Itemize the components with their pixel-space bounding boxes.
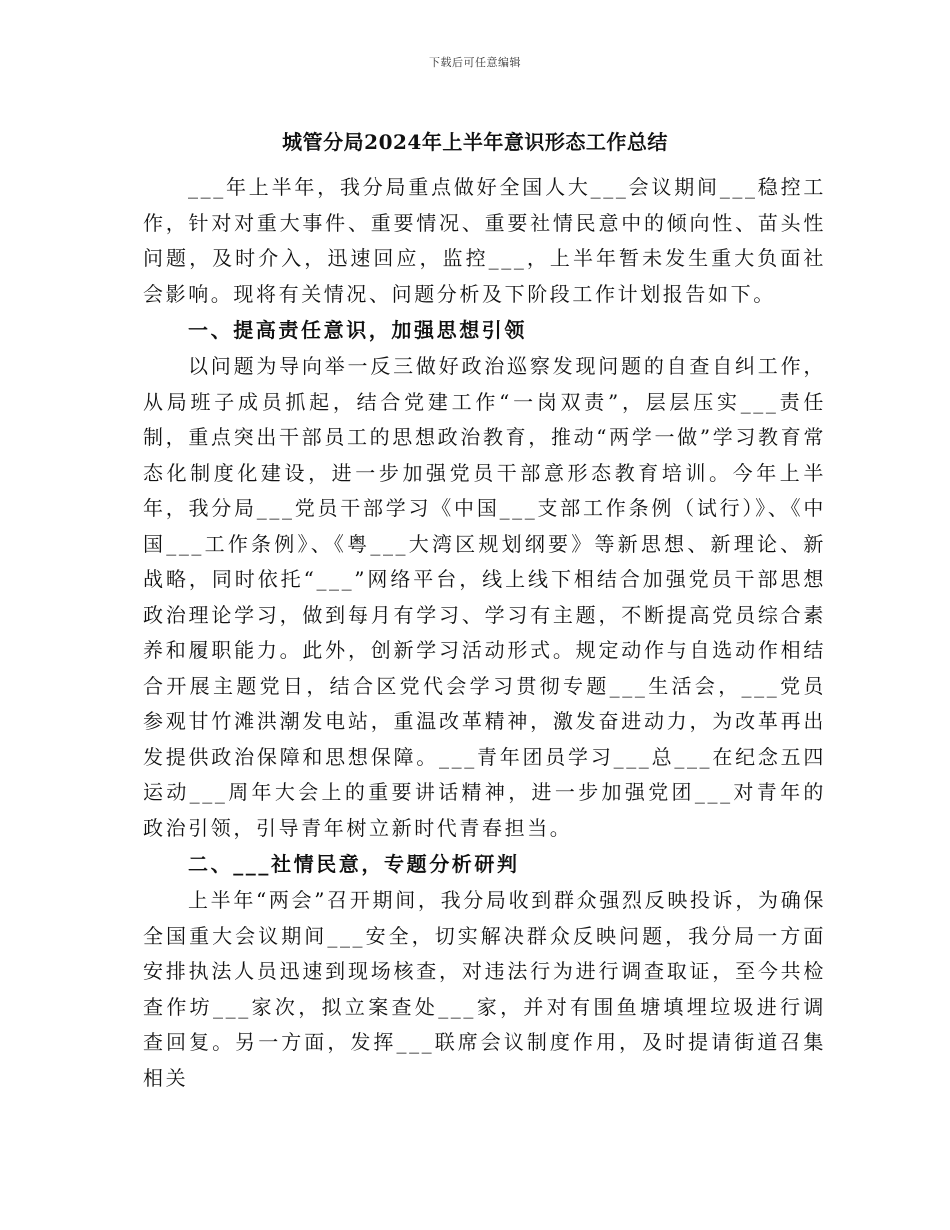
- section-2-heading: 二、___社情民意，专题分析研判: [188, 852, 520, 876]
- document-title: 城管分局2024年上半年意识形态工作总结: [282, 130, 668, 154]
- section-1-heading: 一、提高责任意识，加强思想引领: [188, 318, 527, 342]
- document-body: [143, 170, 826, 1096]
- intro-paragraph: ___年上半年，我分局重点做好全国人大___会议期间___稳控工作，针对对重大事件、重要情况、重要社情民意中的倾向性、苗头性问题，及时介入，迅速回应，监控___，上半年暂未发生重大负面社会影响。现将有关情况、问题分析及下阶段工作计划报告如下。: [143, 175, 826, 306]
- page-header-note: 下载后可任意编辑: [429, 56, 521, 69]
- section-1-paragraph: 以问题为导向举一反三做好政治巡察发现问题的自查自纠工作，从局班子成员抓起，结合党建工作“一岗双责”，层层压实___责任制，重点突出干部员工的思想政治教育，推动“两学一做”学习教育常态化制度化建设，进一步加强党员干部意形态教育培训。今年上半年，我分局___党员干部学习《中国___支部工作条例（试行）》、《中国___工作条例》、《粤___大湾区规划纲要》等新思想、新理论、新战略，同时依托“___”网络平台，线上线下相结合加强党员干部思想政治理论学习，做到每月有学习、学习有主题，不断提高党员综合素养和履职能力。此外，创新学习活动形式。规定动作与自选动作相结合开展主题党日，结合区党代会学习贯彻专题___生活会，___党员参观甘竹滩洪潮发电站，重温改革精神，激发奋进动力，为改革再出发提供政治保障和思想保障。___青年团员学习___总___在纪念五四运动___周年大会上的重要讲话精神，进一步加强党团___对青年的政治引领，引导青年树立新时代青春担当。: [143, 354, 826, 840]
- section-2-paragraph: 上半年“两会”召开期间，我分局收到群众强烈反映投诉，为确保全国重大会议期间___安全，切实解决群众反映问题，我分局一方面安排执法人员迅速到现场核查，对违法行为进行调查取证，至今共检查作坊___家次，拟立案查处___家，并对有围鱼塘填埋垃圾进行调查回复。另一方面，发挥___联席会议制度作用，及时提请街道召集相关: [143, 888, 826, 1090]
